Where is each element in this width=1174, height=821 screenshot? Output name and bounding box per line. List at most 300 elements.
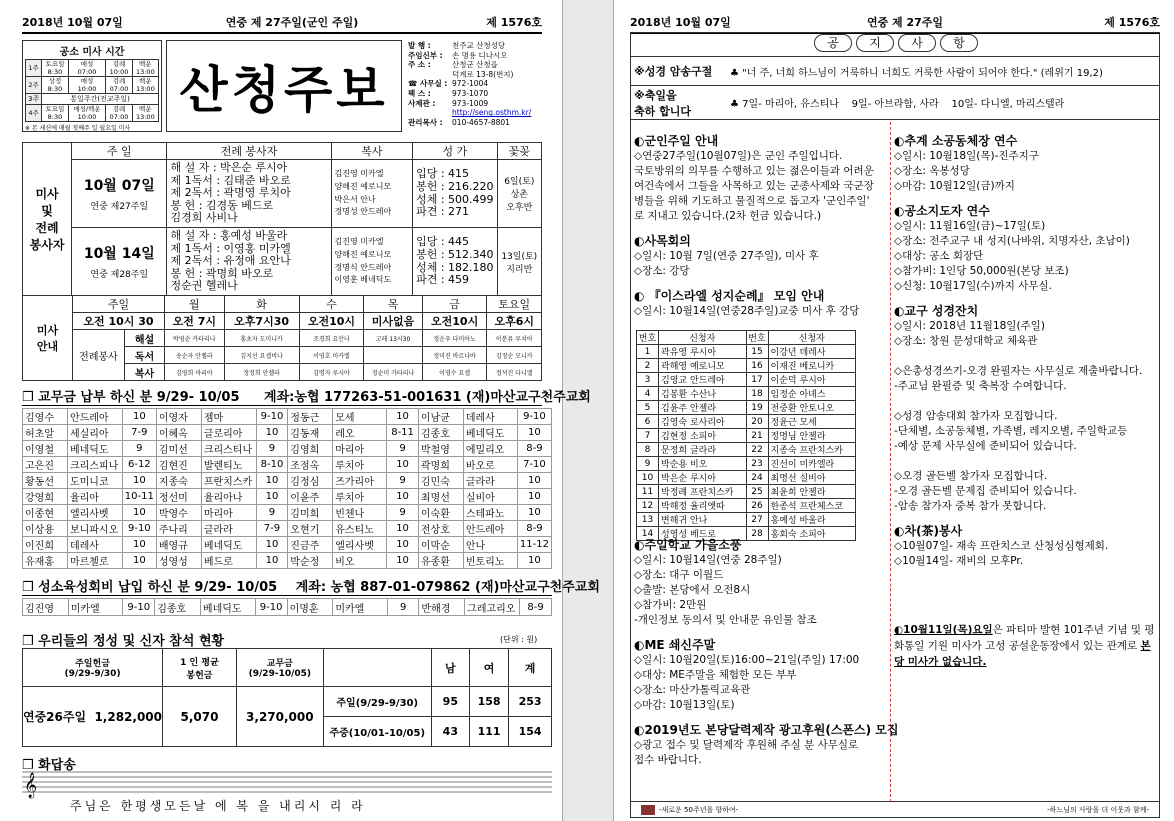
weekday-role: 해설 bbox=[125, 330, 165, 347]
pilgrim-no: 2 bbox=[637, 359, 659, 373]
stats-unit: (단위 : 원) bbox=[500, 635, 538, 644]
mass-time-week: 3주 bbox=[26, 94, 42, 105]
pilgrim-row bbox=[637, 401, 856, 415]
tithe-name: 최명선 bbox=[418, 489, 463, 505]
tithe-months: 8-11 bbox=[387, 425, 419, 441]
mass-time-cell: 매성/백운 10:00 bbox=[68, 105, 106, 122]
vocation-months: 9 bbox=[387, 599, 419, 616]
pilgrim-name: 전중환 안토니오 bbox=[768, 401, 856, 415]
info-label: 관리목사 : bbox=[408, 117, 443, 127]
pilgrim-row bbox=[637, 359, 856, 373]
tithe-months: 10 bbox=[387, 409, 419, 425]
tithe-name: 김민숙 bbox=[418, 473, 463, 489]
notice-line: ◇장소: 창원 문성대학교 체육관 bbox=[894, 335, 1038, 347]
tithe-baptismal: 베네딕도 bbox=[67, 441, 122, 457]
left-header bbox=[22, 14, 542, 34]
weekday-cell: 정석진 다니엘 bbox=[487, 364, 542, 381]
pilgrim-name: 임정순 아녜스 bbox=[768, 387, 856, 401]
weekday-day: 화 bbox=[224, 296, 299, 313]
tithe-baptismal: 도미니코 bbox=[67, 473, 122, 489]
tithe-months: 9-10 bbox=[122, 521, 156, 537]
pilgrim-name: 이순덕 루시아 bbox=[768, 373, 856, 387]
pilgrim-row bbox=[637, 373, 856, 387]
service-roles-line: 김경희 사비나 bbox=[170, 211, 238, 225]
tithe-baptismal: 실비아 bbox=[463, 489, 517, 505]
pilgrim-name: 박정례 프란치스카 bbox=[659, 485, 747, 499]
pilgrim-name: 변해귀 안나 bbox=[659, 513, 747, 527]
weekday-day: 목 bbox=[364, 296, 422, 313]
weekday-day: 금 bbox=[422, 296, 487, 313]
stats-avg: 5,070 bbox=[163, 687, 237, 747]
bulletin-title-box bbox=[166, 40, 402, 132]
hymn-title: ❒ 화답송 bbox=[22, 758, 76, 773]
notice-heading: ◐사목회의 bbox=[634, 234, 691, 248]
col-servers: 전례 봉사자 bbox=[167, 143, 331, 160]
pilgrim-no: 3 bbox=[637, 373, 659, 387]
pilgrim-name: 박해정 율리엣따 bbox=[659, 499, 747, 513]
vocation-baptismal: 미카엘 bbox=[68, 599, 123, 616]
notice-col1-top bbox=[634, 124, 884, 319]
weekday-cell: 박영순 카타리나 bbox=[165, 330, 225, 347]
stats-title: ❒ 우리들의 정성 및 신자 참석 현황 bbox=[22, 634, 225, 649]
service-roles bbox=[167, 160, 331, 228]
final-bold2: 본당 미사가 없습니다. bbox=[894, 640, 1151, 668]
tithe-baptismal: 세실리아 bbox=[67, 425, 122, 441]
tithe-baptismal: 유스티노 bbox=[333, 521, 387, 537]
tithe-name: 고은진 bbox=[23, 457, 68, 473]
mass-time-cell: 검례 07:00 bbox=[106, 105, 132, 122]
info-value: 산청군 산청읍 bbox=[452, 60, 498, 70]
stats-r1-f: 158 bbox=[469, 687, 508, 717]
stats-r2-label: 주중(10/01-10/05) bbox=[323, 717, 431, 747]
pilgrim-name: 김현정 소피아 bbox=[659, 429, 747, 443]
info-label: 주임신부 : bbox=[408, 50, 443, 60]
pilgrim-no: 13 bbox=[637, 513, 659, 527]
notice-title-char: 항 bbox=[940, 34, 978, 52]
pilgrim-name: 박은순 루시아 bbox=[659, 471, 747, 485]
info-line[interactable] bbox=[408, 108, 540, 118]
info-line bbox=[408, 70, 540, 80]
tithe-months: 10 bbox=[122, 473, 156, 489]
tithe-name: 김현진 bbox=[156, 457, 201, 473]
pilgrim-row bbox=[637, 485, 856, 499]
notice-line: ◇일시: 11월16일(금)~17일(토) bbox=[894, 220, 1046, 232]
tithe-months: 10 bbox=[517, 505, 551, 521]
tithe-name: 유종환 bbox=[418, 553, 463, 569]
notice-line: ◇장소: 옥봉성당 bbox=[894, 165, 970, 177]
service-songs-line: 입당 : 415 bbox=[416, 167, 470, 181]
weekday-time: 오후6시 bbox=[487, 313, 542, 330]
stats-r2-f: 111 bbox=[469, 717, 508, 747]
service-altar-line: 정명성 안드레아 bbox=[334, 207, 392, 217]
pilgrim-name: 김영교 안드레아 bbox=[659, 373, 747, 387]
tithe-baptismal: 루치아 bbox=[333, 457, 387, 473]
tithe-name: 김영희 bbox=[288, 441, 333, 457]
footer-left: -새로운 50주년을 향하여- bbox=[641, 805, 738, 815]
header-week: 연중 제 27주일 bbox=[866, 16, 944, 29]
service-altar-line: 김진영 미카엘 bbox=[334, 237, 384, 247]
notice-line: ◇일시: 10월18일(목)-진주지구 bbox=[894, 150, 1039, 162]
notice-line: ◇일시: 10월14일(연중 28주일) bbox=[634, 554, 782, 566]
service-songs-line: 파견 : 459 bbox=[416, 273, 470, 287]
tithe-name: 강영희 bbox=[23, 489, 68, 505]
tithe-name: 황동선 bbox=[23, 473, 68, 489]
tithe-baptismal: 루치아 bbox=[333, 489, 387, 505]
service-date bbox=[72, 160, 167, 228]
stats-tithe: 3,270,000 bbox=[236, 687, 323, 747]
notice-heading: ◐교구 성경잔치 bbox=[894, 304, 979, 318]
tithe-row bbox=[23, 457, 552, 473]
notice-line: 국토방위의 의무를 수행하고 있는 젊은이들과 어려운 bbox=[634, 165, 874, 177]
tithe-name: 박순정 bbox=[288, 553, 333, 569]
pilgrim-name: 곽해영 예로니모 bbox=[659, 359, 747, 373]
tithe-baptismal: 레오 bbox=[333, 425, 387, 441]
weekday-cell: 김명자 루시아 bbox=[299, 364, 364, 381]
pilgrim-row bbox=[637, 345, 856, 359]
info-line bbox=[408, 118, 540, 128]
notice-line: ◇출발: 본당에서 오전8시 bbox=[634, 584, 751, 596]
pilgrim-no: 18 bbox=[746, 387, 768, 401]
tithe-name: 김종호 bbox=[418, 425, 463, 441]
pilgrim-name: 박순용 비오 bbox=[659, 457, 747, 471]
mass-time-cell: 통일주간(전교주일) bbox=[42, 94, 159, 105]
tithe-name: 김영수 bbox=[23, 409, 68, 425]
mass-time-cell: 검례 10:00 bbox=[106, 60, 132, 77]
pilgrim-name: 김윤주 안젤라 bbox=[659, 401, 747, 415]
service-roles-line: 봉 헌 : 곽명희 바오로 bbox=[170, 266, 274, 280]
pilgrim-no: 7 bbox=[637, 429, 659, 443]
service-songs-line: 봉헌 : 512.340 bbox=[416, 247, 494, 261]
info-value: 973-1070 bbox=[452, 88, 489, 98]
stats-h-offering: 주일헌금 (9/29-9/30) bbox=[23, 649, 163, 687]
notice-line: ◇광고 접수 및 달력제작 후원해 주실 분 사무실로 bbox=[634, 739, 859, 751]
tithe-section-title bbox=[22, 386, 591, 406]
pilgrim-row bbox=[637, 457, 856, 471]
pilgrim-no: 8 bbox=[637, 443, 659, 457]
weekday-cell bbox=[364, 347, 422, 364]
mass-time-row bbox=[26, 60, 159, 77]
hymn-lyrics: 주님은 한평생모든날 에 복 을 내리시 리 라 bbox=[70, 799, 366, 813]
col-flower: 꽃꽂 bbox=[497, 143, 541, 160]
info-value[interactable]: http://seng.osthm.kr/ bbox=[452, 108, 532, 118]
tithe-name: 이상용 bbox=[23, 521, 68, 537]
pilgrim-no: 26 bbox=[746, 499, 768, 513]
tithe-baptismal: 프란치스카 bbox=[201, 473, 256, 489]
weekday-table bbox=[22, 295, 542, 381]
stats-h-female: 여 bbox=[469, 649, 508, 687]
notice-line: ◇장소: 전주교구 내 성지(나바위, 치명자산, 초남이) bbox=[894, 235, 1130, 247]
notice-line: -암송 참가자 중복 참가 못합니다. bbox=[894, 500, 1047, 512]
weekday-cell: 정정희 안젤라 bbox=[224, 364, 299, 381]
tithe-baptismal: 베네딕도 bbox=[201, 537, 256, 553]
pilgrim-row bbox=[637, 499, 856, 513]
weekday-role: 복사 bbox=[125, 364, 165, 381]
tithe-baptismal: 안드레아 bbox=[67, 409, 122, 425]
pilgrim-no: 11 bbox=[637, 485, 659, 499]
service-roles-line: 제 1독서 : 김태준 바오로 bbox=[170, 173, 291, 187]
mass-time-cell: 백운 13:00 bbox=[132, 60, 158, 77]
weekday-cell: 이영수 요셉 bbox=[422, 364, 487, 381]
tithe-row bbox=[23, 425, 552, 441]
tithe-name: 이혜옥 bbox=[156, 425, 201, 441]
tithe-name: 이윤주 bbox=[288, 489, 333, 505]
weekday-cell: 정미진 바르나바 bbox=[422, 347, 487, 364]
mass-time-cell: 상정 8:30 bbox=[42, 77, 68, 94]
tithe-months: 11-12 bbox=[517, 537, 551, 553]
service-date bbox=[72, 228, 167, 296]
tithe-row bbox=[23, 489, 552, 505]
service-roles bbox=[167, 228, 331, 296]
pilgrim-name: 문정희 글라라 bbox=[659, 443, 747, 457]
service-songs-line: 성체 : 500.499 bbox=[416, 192, 494, 206]
tithe-months: 10 bbox=[387, 537, 419, 553]
mass-time-table bbox=[25, 59, 159, 122]
vocation-months: 8-9 bbox=[520, 599, 552, 616]
notice-col2 bbox=[894, 124, 1156, 569]
service-altar-line: 양해진 예로니모 bbox=[334, 249, 392, 259]
weekday-time: 오전 7시 bbox=[165, 313, 225, 330]
verse-label: ※성경 암송구절 bbox=[634, 65, 713, 78]
pilgrim-no: 28 bbox=[746, 527, 768, 541]
notice-heading: ◐공소지도자 연수 bbox=[894, 204, 990, 218]
col-sunday: 주 일 bbox=[72, 143, 167, 160]
pilgrim-name: 김봉환 수산나 bbox=[659, 387, 747, 401]
treble-clef-icon: 𝄞 bbox=[24, 773, 38, 798]
tithe-row bbox=[23, 521, 552, 537]
tithe-name: 이막순 bbox=[418, 537, 463, 553]
vocation-row bbox=[23, 599, 552, 616]
tithe-name: 정선미 bbox=[156, 489, 201, 505]
tithe-name: 허초알 bbox=[23, 425, 68, 441]
tithe-name: 오현기 bbox=[288, 521, 333, 537]
tithe-baptismal: 글라라 bbox=[463, 473, 517, 489]
pilgrim-name: 진선이 미카엘라 bbox=[768, 457, 856, 471]
info-label: 사제관 : bbox=[408, 98, 436, 108]
pilgrim-header: 신청자 bbox=[659, 331, 747, 345]
tithe-baptismal: 마리아 bbox=[201, 505, 256, 521]
weekday-cell: 김지선 요셉비나 bbox=[224, 347, 299, 364]
tithe-baptismal: 빈첸나 bbox=[333, 505, 387, 521]
service-date-text: 10월 07일 bbox=[83, 178, 155, 194]
pilgrim-header: 번호 bbox=[746, 331, 768, 345]
tithe-row bbox=[23, 473, 552, 489]
tithe-months: 10 bbox=[387, 521, 419, 537]
notice-title bbox=[814, 34, 978, 52]
info-label bbox=[408, 108, 452, 118]
tithe-baptismal: 발렌티노 bbox=[201, 457, 256, 473]
stats-h-avg: 1 인 평균 봉헌금 bbox=[163, 649, 237, 687]
tithe-baptismal: 크리스티나 bbox=[201, 441, 256, 457]
notice-heading: ◐ME 쇄신주말 bbox=[634, 638, 716, 652]
notice-title-char: 공 bbox=[814, 34, 852, 52]
info-line bbox=[408, 99, 540, 109]
tithe-name: 정동근 bbox=[288, 409, 333, 425]
notice-line: ◇10월14일- 재비의 모후Pr. bbox=[894, 555, 1024, 567]
mass-time-cell: 매성 07:00 bbox=[68, 60, 106, 77]
right-page bbox=[613, 0, 1174, 821]
info-value: 덕계로 13-8(번지) bbox=[452, 69, 514, 79]
pilgrim-no: 10 bbox=[637, 471, 659, 485]
tithe-months: 7-9 bbox=[256, 521, 288, 537]
tithe-months: 10 bbox=[387, 457, 419, 473]
tithe-name: 진금주 bbox=[288, 537, 333, 553]
pilgrim-table bbox=[636, 330, 856, 541]
tithe-months: 10 bbox=[256, 553, 288, 569]
tithe-months: 8-9 bbox=[517, 521, 551, 537]
pilgrim-no: 1 bbox=[637, 345, 659, 359]
pilgrim-name: 성영성 베드로 bbox=[659, 527, 747, 541]
tithe-months: 8-9 bbox=[517, 441, 551, 457]
feast-label: ※축일을 축하 합니다 bbox=[634, 88, 691, 118]
pilgrim-row bbox=[637, 513, 856, 527]
service-songs-line: 입당 : 445 bbox=[416, 235, 470, 249]
weekday-cell: 조경희 요안나 bbox=[299, 330, 364, 347]
tithe-baptismal: 베네딕도 bbox=[463, 425, 517, 441]
notice-line: ◇일시: 10월14일(연중28주일)교중 미사 후 강당 bbox=[634, 305, 860, 317]
notice-line: ◇대상: ME주말을 체험한 모든 부부 bbox=[634, 669, 797, 681]
tithe-name: 이영철 bbox=[23, 441, 68, 457]
info-value: 973-1009 bbox=[452, 98, 489, 108]
notice-line bbox=[894, 394, 1156, 409]
pilgrim-header: 신청자 bbox=[768, 331, 856, 345]
notice-line: 접수 바랍니다. bbox=[634, 754, 702, 766]
info-line bbox=[408, 79, 540, 89]
notice-line: 병들을 위해 기도하고 물질적으로 돕고자 '군인주일' bbox=[634, 195, 870, 207]
notice-line: ◇참가비: 1인당 50,000원(본당 보조) bbox=[894, 265, 1069, 277]
pilgrim-no: 27 bbox=[746, 513, 768, 527]
pilgrim-no: 23 bbox=[746, 457, 768, 471]
tithe-baptismal: 스테파노 bbox=[463, 505, 517, 521]
stats-sunday: 연중26주일 1,282,000 bbox=[23, 687, 163, 747]
weekday-cell: 이분류 루치아 bbox=[487, 330, 542, 347]
weekday-time: 오전10시 bbox=[299, 313, 364, 330]
tithe-baptismal: 보니파시오 bbox=[67, 521, 122, 537]
pilgrim-no: 25 bbox=[746, 485, 768, 499]
pilgrim-row bbox=[637, 415, 856, 429]
vocation-name: 김종호 bbox=[155, 599, 201, 616]
pilgrim-no: 4 bbox=[637, 387, 659, 401]
col-altar: 복사 bbox=[331, 143, 413, 160]
stats-r1-m: 95 bbox=[431, 687, 469, 717]
notice-line: -주교님 완필증 및 축복장 수여합니다. bbox=[894, 380, 1067, 392]
weekday-cell: 고레 13시30 bbox=[364, 330, 422, 347]
mass-time-cell: 검례 07:00 bbox=[106, 77, 132, 94]
parish-logo-icon bbox=[641, 805, 655, 815]
tithe-months: 10 bbox=[517, 489, 551, 505]
weekday-cell: 홍초자 도미니카 bbox=[224, 330, 299, 347]
verse-row bbox=[630, 56, 1160, 86]
tithe-name: 주나리 bbox=[156, 521, 201, 537]
vocation-name: 이명훈 bbox=[287, 599, 333, 616]
notice-line: -개인정보 동의서 및 안내문 유인물 참조 bbox=[634, 614, 817, 626]
service-date-text: 10월 14일 bbox=[83, 246, 155, 262]
weekday-role: 독서 bbox=[125, 347, 165, 364]
weekday-cell: 김정순 모니카 bbox=[487, 347, 542, 364]
tithe-baptismal: 데레사 bbox=[463, 409, 517, 425]
footer bbox=[630, 802, 1160, 818]
tithe-name: 이진희 bbox=[23, 537, 68, 553]
tithe-baptismal: 안나 bbox=[463, 537, 517, 553]
weekday-cell: 정순우 다미아노 bbox=[422, 330, 487, 347]
notice-line: -오경 골든벨 문제집 준비되어 있습니다. bbox=[894, 485, 1077, 497]
weekday-day: 수 bbox=[299, 296, 364, 313]
tithe-baptismal: 비오 bbox=[333, 553, 387, 569]
vocation-name: 반해경 bbox=[419, 599, 465, 616]
tithe-months: 9 bbox=[387, 441, 419, 457]
tithe-months: 9 bbox=[256, 441, 288, 457]
tithe-months: 10 bbox=[122, 537, 156, 553]
pilgrim-name: 홍예성 바울라 bbox=[768, 513, 856, 527]
tithe-title: ❒ 교무금 납부 하신 분 9/29- 10/05 bbox=[22, 390, 240, 405]
tithe-baptismal: 글라라 bbox=[201, 521, 256, 537]
service-roles-line: 제 2독서 : 곽명영 루치아 bbox=[170, 186, 291, 200]
info-label: ☎ 사무실 : bbox=[408, 79, 448, 89]
tithe-baptismal: 엘리사벳 bbox=[333, 537, 387, 553]
tithe-baptismal: 엘리사벳 bbox=[67, 505, 122, 521]
tithe-months: 7-10 bbox=[517, 457, 551, 473]
header-date: 2018년 10월 07일 bbox=[630, 16, 731, 29]
info-value: 손 명용 디나시오 bbox=[452, 50, 508, 60]
pilgrim-name: 한종석 프란체스코 bbox=[768, 499, 856, 513]
parish-info bbox=[406, 40, 542, 132]
pilgrim-no: 6 bbox=[637, 415, 659, 429]
tithe-row bbox=[23, 553, 552, 569]
mass-time-week: 2주 bbox=[26, 77, 42, 94]
notice-heading: ◐주일학교 가을소풍 bbox=[634, 538, 742, 552]
tithe-months: 10 bbox=[256, 537, 288, 553]
feast-text: ♣ 7일- 마리아, 유스티나 9일- 아브라함, 사라 10일- 다니엘, 마리스텔라 bbox=[730, 99, 1065, 110]
tithe-months: 10 bbox=[517, 473, 551, 489]
tithe-months: 9 bbox=[256, 505, 288, 521]
tithe-name: 김미선 bbox=[156, 441, 201, 457]
stats-h-tithe: 교무금 (9/29-10/05) bbox=[236, 649, 323, 687]
info-label: 발 행 : bbox=[408, 41, 431, 50]
weekday-time: 오전10시 bbox=[422, 313, 487, 330]
tithe-name: 유재홍 bbox=[23, 553, 68, 569]
pilgrim-name: 김영숙 로사리아 bbox=[659, 415, 747, 429]
notice-title-char: 지 bbox=[856, 34, 894, 52]
weekday-time: 오전 10시 30 bbox=[73, 313, 165, 330]
pilgrim-name: 홍회숙 소피아 bbox=[768, 527, 856, 541]
mass-time-note: ※ 본 세션에 매월 첫째주 일 월요일 미사 bbox=[25, 125, 131, 132]
service-songs-line: 파견 : 271 bbox=[416, 205, 470, 219]
tithe-baptismal: 젬마 bbox=[201, 409, 256, 425]
notice-title-char: 사 bbox=[898, 34, 936, 52]
tithe-account: 계좌:농협 177263-51-001631 (재)마산교구천주교회 bbox=[264, 390, 591, 405]
vocation-baptismal: 그레고리오 bbox=[465, 599, 520, 616]
tithe-row bbox=[23, 409, 552, 425]
weekday-cell: 정순미 가타리나 bbox=[364, 364, 422, 381]
tithe-name: 성영성 bbox=[156, 553, 201, 569]
mass-time-row bbox=[26, 94, 159, 105]
vocation-months: 9-10 bbox=[255, 599, 287, 616]
pilgrim-name: 곽유영 루시아 bbox=[659, 345, 747, 359]
pilgrim-name: 정명님 안젤라 bbox=[768, 429, 856, 443]
service-altar-line: 정명식 안드레아 bbox=[334, 262, 392, 272]
header-issue: 제 1576호 bbox=[1104, 16, 1160, 29]
mass-time-row bbox=[26, 105, 159, 122]
weekday-day: 월 bbox=[165, 296, 225, 313]
stats-r1-t: 253 bbox=[509, 687, 552, 717]
tithe-months: 9-10 bbox=[256, 409, 288, 425]
service-altar-line: 양해진 예로니모 bbox=[334, 181, 392, 191]
service-altar-line: 이영훈 베네딕도 bbox=[334, 275, 392, 285]
tithe-name: 전상호 bbox=[418, 521, 463, 537]
pilgrim-no: 17 bbox=[746, 373, 768, 387]
tithe-name: 김동재 bbox=[288, 425, 333, 441]
vocation-name: 김진영 bbox=[23, 599, 69, 616]
mass-time-week: 1주 bbox=[26, 60, 42, 77]
